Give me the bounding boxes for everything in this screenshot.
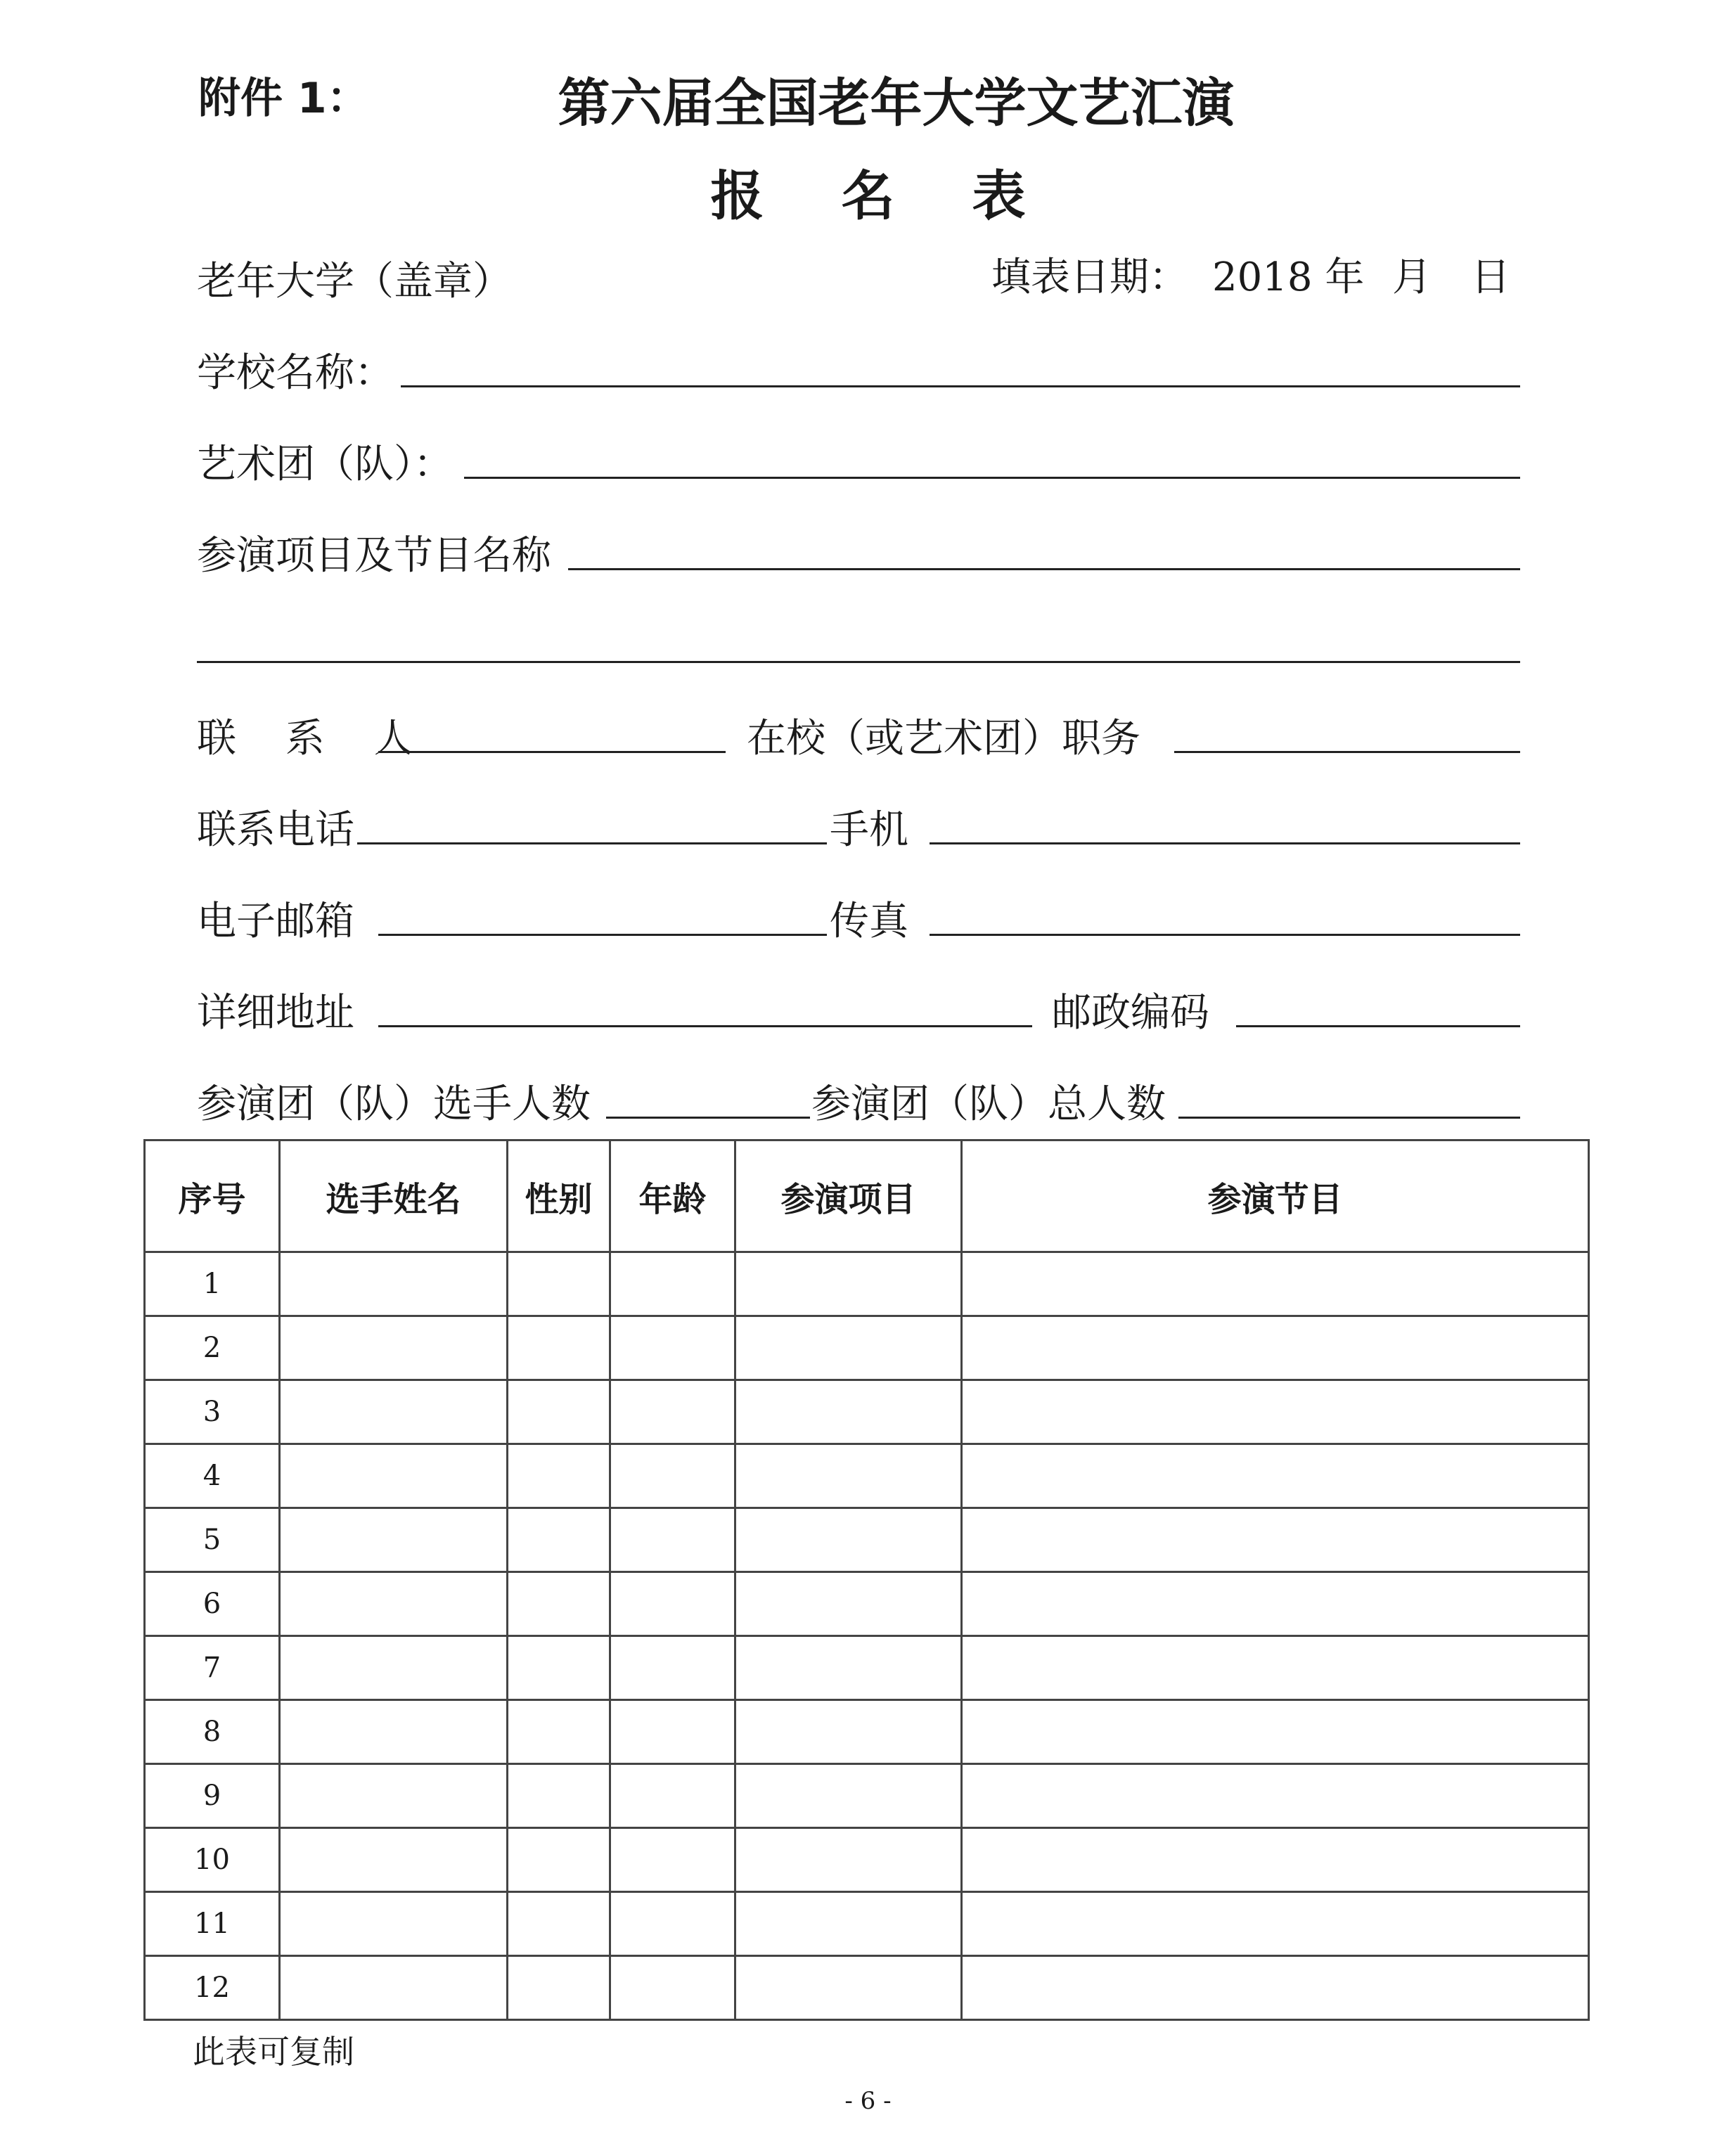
row-index: 6 [145, 1572, 280, 1636]
gender-cell[interactable] [508, 1700, 610, 1764]
contestant-name-cell[interactable] [280, 1444, 508, 1508]
fill-date-month: 月 [1392, 255, 1432, 300]
total-count-label: 参演团（队）总人数 [811, 1081, 1166, 1127]
header-program: 参演节目 [962, 1140, 1589, 1252]
fill-date-year: 2018 年 [1212, 255, 1365, 300]
age-cell[interactable] [610, 1828, 735, 1892]
fill-date-day: 日 [1471, 255, 1510, 300]
registration-table [143, 1139, 1590, 2021]
program-name-label: 参演项目及节目名称 [197, 533, 551, 579]
program-cell[interactable] [962, 1572, 1589, 1636]
row-index: 10 [145, 1828, 280, 1892]
row-index: 2 [145, 1316, 280, 1380]
page-number: - 6 - [844, 2087, 892, 2115]
header-category: 参演项目 [735, 1140, 962, 1252]
program-cell[interactable] [962, 1508, 1589, 1572]
form-title: 报名表 [710, 165, 1103, 227]
row-index: 8 [145, 1700, 280, 1764]
table-header-row [145, 1140, 1589, 1252]
document-title: 第六届全国老年大学文艺汇演 [558, 73, 1235, 134]
contestant-name-cell[interactable] [280, 1508, 508, 1572]
header-age: 年龄 [610, 1140, 735, 1252]
contestant-name-cell[interactable] [280, 1892, 508, 1956]
table-row [145, 1508, 1589, 1572]
contestant-name-cell[interactable] [280, 1252, 508, 1316]
contestant-name-cell[interactable] [280, 1316, 508, 1380]
program-cell[interactable] [962, 1380, 1589, 1444]
contestant-name-cell[interactable] [280, 1764, 508, 1828]
contestant-name-cell[interactable] [280, 1956, 508, 2020]
mobile-field[interactable] [930, 842, 1520, 844]
contestant-count-label: 参演团（队）选手人数 [197, 1081, 591, 1127]
gender-cell[interactable] [508, 1828, 610, 1892]
gender-cell[interactable] [508, 1316, 610, 1380]
address-field[interactable] [378, 1025, 1032, 1027]
table-row [145, 1828, 1589, 1892]
table-row [145, 1956, 1589, 2020]
program-cell[interactable] [962, 1700, 1589, 1764]
contestant-count-field[interactable] [606, 1117, 810, 1119]
age-cell[interactable] [610, 1572, 735, 1636]
gender-cell[interactable] [508, 1380, 610, 1444]
program-cell[interactable] [962, 1252, 1589, 1316]
art-troupe-field[interactable] [464, 477, 1520, 479]
row-index: 5 [145, 1508, 280, 1572]
table-row [145, 1444, 1589, 1508]
age-cell[interactable] [610, 1892, 735, 1956]
category-cell[interactable] [735, 1828, 962, 1892]
category-cell[interactable] [735, 1380, 962, 1444]
row-index: 9 [145, 1764, 280, 1828]
row-index: 7 [145, 1636, 280, 1700]
program-cell[interactable] [962, 1956, 1589, 2020]
table-row [145, 1316, 1589, 1380]
fill-date-label: 填表日期： [991, 255, 1188, 300]
school-name-field[interactable] [401, 385, 1520, 387]
phone-label: 联系电话 [197, 807, 354, 853]
row-index: 11 [145, 1892, 280, 1956]
row-index: 4 [145, 1444, 280, 1508]
table-row [145, 1892, 1589, 1956]
category-cell[interactable] [735, 1956, 962, 2020]
category-cell[interactable] [735, 1252, 962, 1316]
contestant-name-cell[interactable] [280, 1572, 508, 1636]
program-cell[interactable] [962, 1316, 1589, 1380]
art-troupe-label: 艺术团（队）： [197, 442, 453, 487]
fax-label: 传真 [830, 899, 908, 944]
gender-cell[interactable] [508, 1892, 610, 1956]
postcode-label: 邮政编码 [1052, 990, 1209, 1036]
table-row [145, 1572, 1589, 1636]
contestant-name-cell[interactable] [280, 1828, 508, 1892]
program-cell[interactable] [962, 1828, 1589, 1892]
postcode-field[interactable] [1236, 1025, 1520, 1027]
contact-person-field[interactable] [378, 751, 726, 753]
copy-note: 此表可复制 [193, 2033, 354, 2071]
header-gender: 性别 [508, 1140, 610, 1252]
category-cell[interactable] [735, 1508, 962, 1572]
gender-cell[interactable] [508, 1636, 610, 1700]
category-cell[interactable] [735, 1764, 962, 1828]
program-name-field[interactable] [568, 568, 1520, 570]
school-name-label: 学校名称： [197, 350, 394, 396]
program-name-field-line2[interactable] [197, 661, 1520, 663]
header-index: 序号 [145, 1140, 280, 1252]
row-index: 1 [145, 1252, 280, 1316]
gender-cell[interactable] [508, 1444, 610, 1508]
contestant-name-cell[interactable] [280, 1636, 508, 1700]
gender-cell[interactable] [508, 1764, 610, 1828]
category-cell[interactable] [735, 1892, 962, 1956]
attachment-label: 附件 1： [198, 74, 369, 123]
age-cell[interactable] [610, 1764, 735, 1828]
age-cell[interactable] [610, 1316, 735, 1380]
email-field[interactable] [378, 934, 827, 936]
program-cell[interactable] [962, 1892, 1589, 1956]
contestant-name-cell[interactable] [280, 1700, 508, 1764]
gender-cell[interactable] [508, 1572, 610, 1636]
program-cell[interactable] [962, 1444, 1589, 1508]
category-cell[interactable] [735, 1636, 962, 1700]
fax-field[interactable] [930, 934, 1520, 936]
university-seal-label: 老年大学（盖章） [197, 259, 512, 304]
total-count-field[interactable] [1178, 1117, 1520, 1119]
category-cell[interactable] [735, 1316, 962, 1380]
age-cell[interactable] [610, 1444, 735, 1508]
phone-field[interactable] [357, 842, 827, 844]
contestant-name-cell[interactable] [280, 1380, 508, 1444]
position-label: 在校（或艺术团）职务 [747, 716, 1140, 761]
email-label: 电子邮箱 [197, 899, 354, 944]
table-row [145, 1636, 1589, 1700]
age-cell[interactable] [610, 1700, 735, 1764]
row-index: 3 [145, 1380, 280, 1444]
table-row [145, 1764, 1589, 1828]
gender-cell[interactable] [508, 1956, 610, 2020]
age-cell[interactable] [610, 1252, 735, 1316]
age-cell[interactable] [610, 1508, 735, 1572]
contact-person-label: 联 系 人 [197, 716, 432, 761]
position-field[interactable] [1174, 751, 1520, 753]
mobile-label: 手机 [830, 807, 908, 853]
age-cell[interactable] [610, 1380, 735, 1444]
gender-cell[interactable] [508, 1252, 610, 1316]
table-row [145, 1700, 1589, 1764]
table-row [145, 1252, 1589, 1316]
category-cell[interactable] [735, 1700, 962, 1764]
category-cell[interactable] [735, 1444, 962, 1508]
address-label: 详细地址 [197, 990, 354, 1036]
header-contestant-name: 选手姓名 [280, 1140, 508, 1252]
program-cell[interactable] [962, 1636, 1589, 1700]
row-index: 12 [145, 1956, 280, 2020]
category-cell[interactable] [735, 1572, 962, 1636]
program-cell[interactable] [962, 1764, 1589, 1828]
table-row [145, 1380, 1589, 1444]
gender-cell[interactable] [508, 1508, 610, 1572]
age-cell[interactable] [610, 1636, 735, 1700]
age-cell[interactable] [610, 1956, 735, 2020]
